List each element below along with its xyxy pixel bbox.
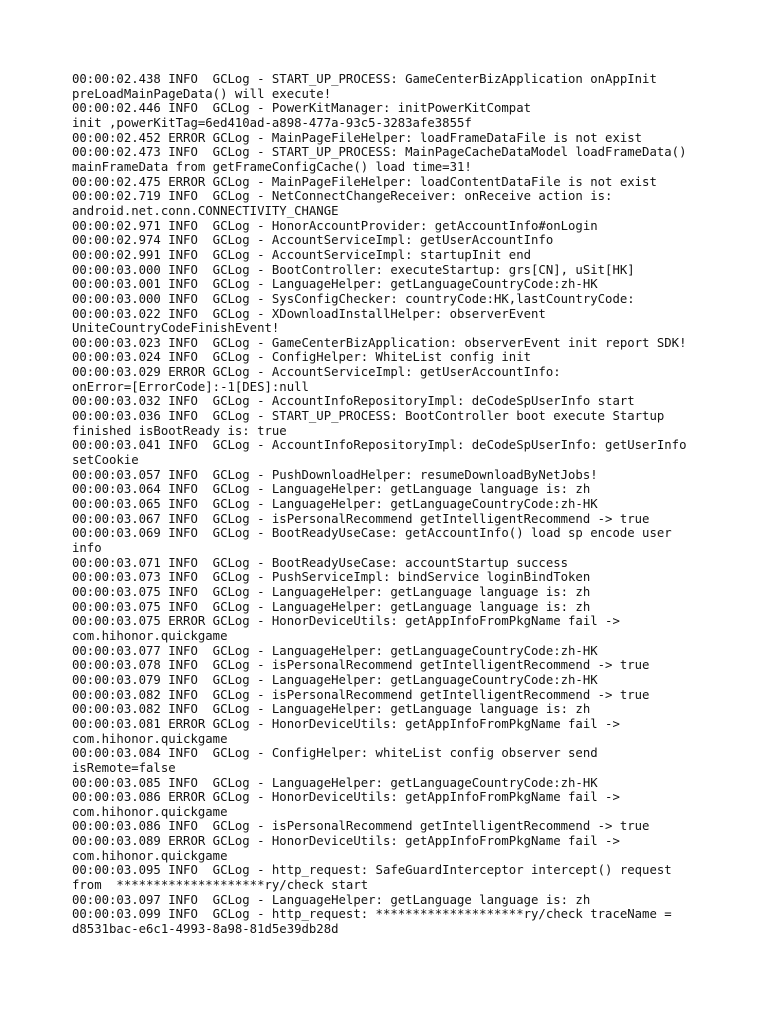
log-line: 00:00:03.086 ERROR GCLog - HonorDeviceUtils: getAppInfoFromPkgName fail ->: [72, 790, 620, 805]
log-line: 00:00:03.086 INFO GCLog - isPersonalRecommend getIntelligentRecommend -> true: [72, 819, 650, 834]
log-text-block: [72, 72, 712, 937]
log-line: d8531bac-e6c1-4993-8a98-81d5e39db28d: [72, 922, 339, 937]
log-line: onError=[ErrorCode]:-1[DES]:null: [72, 379, 309, 394]
log-line: 00:00:03.089 ERROR GCLog - HonorDeviceUtils: getAppInfoFromPkgName fail ->: [72, 834, 620, 849]
log-line: 00:00:03.041 INFO GCLog - AccountInfoRepositoryImpl: deCodeSpUserInfo: getUserInfo: [72, 438, 687, 453]
log-line: setCookie: [72, 453, 139, 468]
log-line: 00:00:03.081 ERROR GCLog - HonorDeviceUtils: getAppInfoFromPkgName fail ->: [72, 716, 620, 731]
log-line: 00:00:03.075 ERROR GCLog - HonorDeviceUtils: getAppInfoFromPkgName fail ->: [72, 614, 620, 629]
log-line: 00:00:03.082 INFO GCLog - LanguageHelper: getLanguage language is: zh: [72, 702, 591, 717]
log-line: 00:00:03.065 INFO GCLog - LanguageHelper: getLanguageCountryCode:zh-HK: [72, 497, 598, 512]
log-line: com.hihonor.quickgame: [72, 848, 228, 863]
log-line: 00:00:03.023 INFO GCLog - GameCenterBizApplication: observerEvent init report SDK!: [72, 335, 687, 350]
log-line: 00:00:03.097 INFO GCLog - LanguageHelper: getLanguage language is: zh: [72, 892, 591, 907]
log-line: 00:00:03.078 INFO GCLog - isPersonalRecommend getIntelligentRecommend -> true: [72, 658, 650, 673]
log-line: 00:00:03.075 INFO GCLog - LanguageHelper: getLanguage language is: zh: [72, 584, 591, 599]
log-line: 00:00:02.971 INFO GCLog - HonorAccountProvider: getAccountInfo#onLogin: [72, 218, 598, 233]
log-line: 00:00:03.032 INFO GCLog - AccountInfoRepositoryImpl: deCodeSpUserInfo start: [72, 394, 635, 409]
log-line: UniteCountryCodeFinishEvent!: [72, 321, 280, 336]
log-line: android.net.conn.CONNECTIVITY_CHANGE: [72, 203, 339, 218]
log-line: init ,powerKitTag=6ed410ad-a898-477a-93c5-3283afe3855f: [72, 115, 472, 130]
log-line: 00:00:03.075 INFO GCLog - LanguageHelper: getLanguage language is: zh: [72, 599, 591, 614]
log-line: 00:00:03.024 INFO GCLog - ConfigHelper: WhiteList config init: [72, 350, 532, 365]
log-line: 00:00:03.000 INFO GCLog - SysConfigChecker: countryCode:HK,lastCountryCode:: [72, 291, 635, 306]
log-line: 00:00:02.475 ERROR GCLog - MainPageFileHelper: loadContentDataFile is not exist: [72, 174, 657, 189]
log-line: 00:00:03.082 INFO GCLog - isPersonalRecommend getIntelligentRecommend -> true: [72, 687, 650, 702]
log-line: 00:00:03.022 INFO GCLog - XDownloadInstallHelper: observerEvent: [72, 306, 546, 321]
log-line: 00:00:02.452 ERROR GCLog - MainPageFileHelper: loadFrameDataFile is not exist: [72, 130, 643, 145]
log-line: 00:00:02.991 INFO GCLog - AccountServiceImpl: startupInit end: [72, 247, 532, 262]
log-line: 00:00:02.719 INFO GCLog - NetConnectChangeReceiver: onReceive action is:: [72, 189, 613, 204]
log-line: finished isBootReady is: true: [72, 423, 287, 438]
log-line: com.hihonor.quickgame: [72, 804, 228, 819]
log-line: preLoadMainPageData() will execute!: [72, 86, 332, 101]
log-line: 00:00:03.071 INFO GCLog - BootReadyUseCase: accountStartup success: [72, 555, 569, 570]
log-line: 00:00:03.001 INFO GCLog - LanguageHelper: getLanguageCountryCode:zh-HK: [72, 277, 598, 292]
log-line: 00:00:03.036 INFO GCLog - START_UP_PROCESS: BootController boot execute Startup: [72, 409, 665, 424]
log-line: 00:00:03.085 INFO GCLog - LanguageHelper: getLanguageCountryCode:zh-HK: [72, 775, 598, 790]
log-line: isRemote=false: [72, 760, 176, 775]
log-line: com.hihonor.quickgame: [72, 628, 228, 643]
log-line: 00:00:03.084 INFO GCLog - ConfigHelper: whiteList config observer send: [72, 746, 598, 761]
log-line: 00:00:03.057 INFO GCLog - PushDownloadHelper: resumeDownloadByNetJobs!: [72, 467, 598, 482]
log-line: info: [72, 541, 102, 555]
log-line: 00:00:02.446 INFO GCLog - PowerKitManager: initPowerKitCompat: [72, 101, 532, 116]
log-line: 00:00:03.067 INFO GCLog - isPersonalRecommend getIntelligentRecommend -> true: [72, 511, 650, 526]
log-line: 00:00:03.000 INFO GCLog - BootController: executeStartup: grs[CN], uSit[HK]: [72, 262, 635, 277]
log-line: 00:00:03.069 INFO GCLog - BootReadyUseCase: getAccountInfo() load sp encode user: [72, 526, 672, 541]
log-line: 00:00:03.079 INFO GCLog - LanguageHelper: getLanguageCountryCode:zh-HK: [72, 672, 598, 687]
log-line: 00:00:02.473 INFO GCLog - START_UP_PROCESS: MainPageCacheDataModel loadFrameData(): [72, 145, 687, 160]
log-line: 00:00:03.029 ERROR GCLog - AccountServiceImpl: getUserAccountInfo:: [72, 365, 561, 380]
log-line: com.hihonor.quickgame: [72, 731, 228, 746]
log-line: mainFrameData from getFrameConfigCache() load time=31!: [72, 159, 472, 174]
log-line: from ********************ry/check start: [72, 878, 369, 893]
log-line: 00:00:03.077 INFO GCLog - LanguageHelper: getLanguageCountryCode:zh-HK: [72, 643, 598, 658]
log-line: 00:00:03.099 INFO GCLog - http_request: ********************ry/check traceName =: [72, 907, 672, 922]
log-line: 00:00:03.095 INFO GCLog - http_request: SafeGuardInterceptor intercept() request: [72, 863, 672, 878]
log-line: 00:00:02.438 INFO GCLog - START_UP_PROCESS: GameCenterBizApplication onAppInit: [72, 72, 657, 86]
log-line: 00:00:03.064 INFO GCLog - LanguageHelper: getLanguage language is: zh: [72, 482, 591, 497]
log-line: 00:00:02.974 INFO GCLog - AccountServiceImpl: getUserAccountInfo: [72, 233, 554, 248]
log-line: 00:00:03.073 INFO GCLog - PushServiceImpl: bindService loginBindToken: [72, 570, 591, 585]
